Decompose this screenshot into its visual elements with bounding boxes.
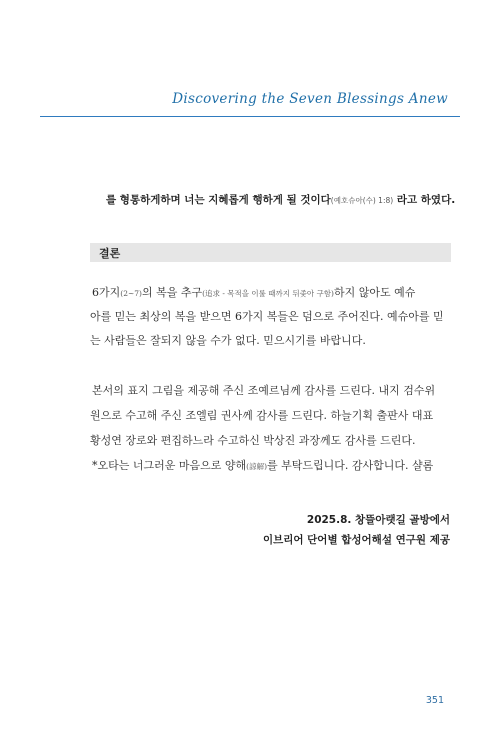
signature-author: 이브리어 단어별 합성어해설 연구원 제공 (262, 534, 450, 546)
paragraph-line (92, 284, 415, 300)
paragraph-line: 아를 믿는 최상의 복을 받으면 6가지 복들은 덤으로 주어진다. 예슈아를 믿 (90, 310, 444, 323)
paragraph-line (92, 457, 433, 473)
paragraph-line: 황성연 장로와 편집하느라 수고하신 박상진 과장께도 감사를 드린다. (90, 434, 416, 447)
quote-reference: (예호슈아(수) 1:8) (330, 196, 394, 205)
section-heading-bar (90, 243, 451, 262)
page-number: 351 (425, 695, 444, 706)
paragraph-line: 본서의 표지 그림을 제공해 주신 조예르님께 감사를 드린다. 내지 검수위 (92, 384, 436, 397)
hanja-note: (追求 - 목적을 이룰 때까지 뒤좇아 구함) (202, 289, 334, 298)
running-header-title: Discovering the Seven Blessings Anew (172, 91, 448, 107)
quote-line (106, 192, 455, 207)
range-note: (2~7) (120, 289, 142, 298)
header-rule (40, 116, 460, 117)
text-span: *오타는 너그러운 마음으로 양해 (92, 459, 247, 472)
text-span: 를 부탁드립니다. 감사합니다. 샬롬 (267, 459, 434, 472)
paragraph-line: 는 사람들은 잘되지 않을 수가 없다. 믿으시기를 바랍니다. (90, 334, 366, 347)
section-title: 결론 (99, 247, 121, 260)
quote-text: 를 형통하게하며 너는 지혜롭게 행하게 될 것이다 (106, 194, 331, 206)
paragraph-line: 원으로 수고해 주신 조엘림 권사께 감사를 드린다. 하늘기획 출판사 대표 (90, 409, 434, 422)
text-span: 하지 않아도 예슈 (333, 286, 416, 299)
quote-tail: 라고 하였다. (393, 194, 456, 206)
hanja-note: (諒解) (246, 462, 267, 471)
signature-date-place: 2025.8. 창뜰아랫길 골방에서 (306, 514, 450, 526)
text-span: 의 복을 추구 (141, 286, 203, 299)
text-span: 6가지 (92, 286, 121, 299)
